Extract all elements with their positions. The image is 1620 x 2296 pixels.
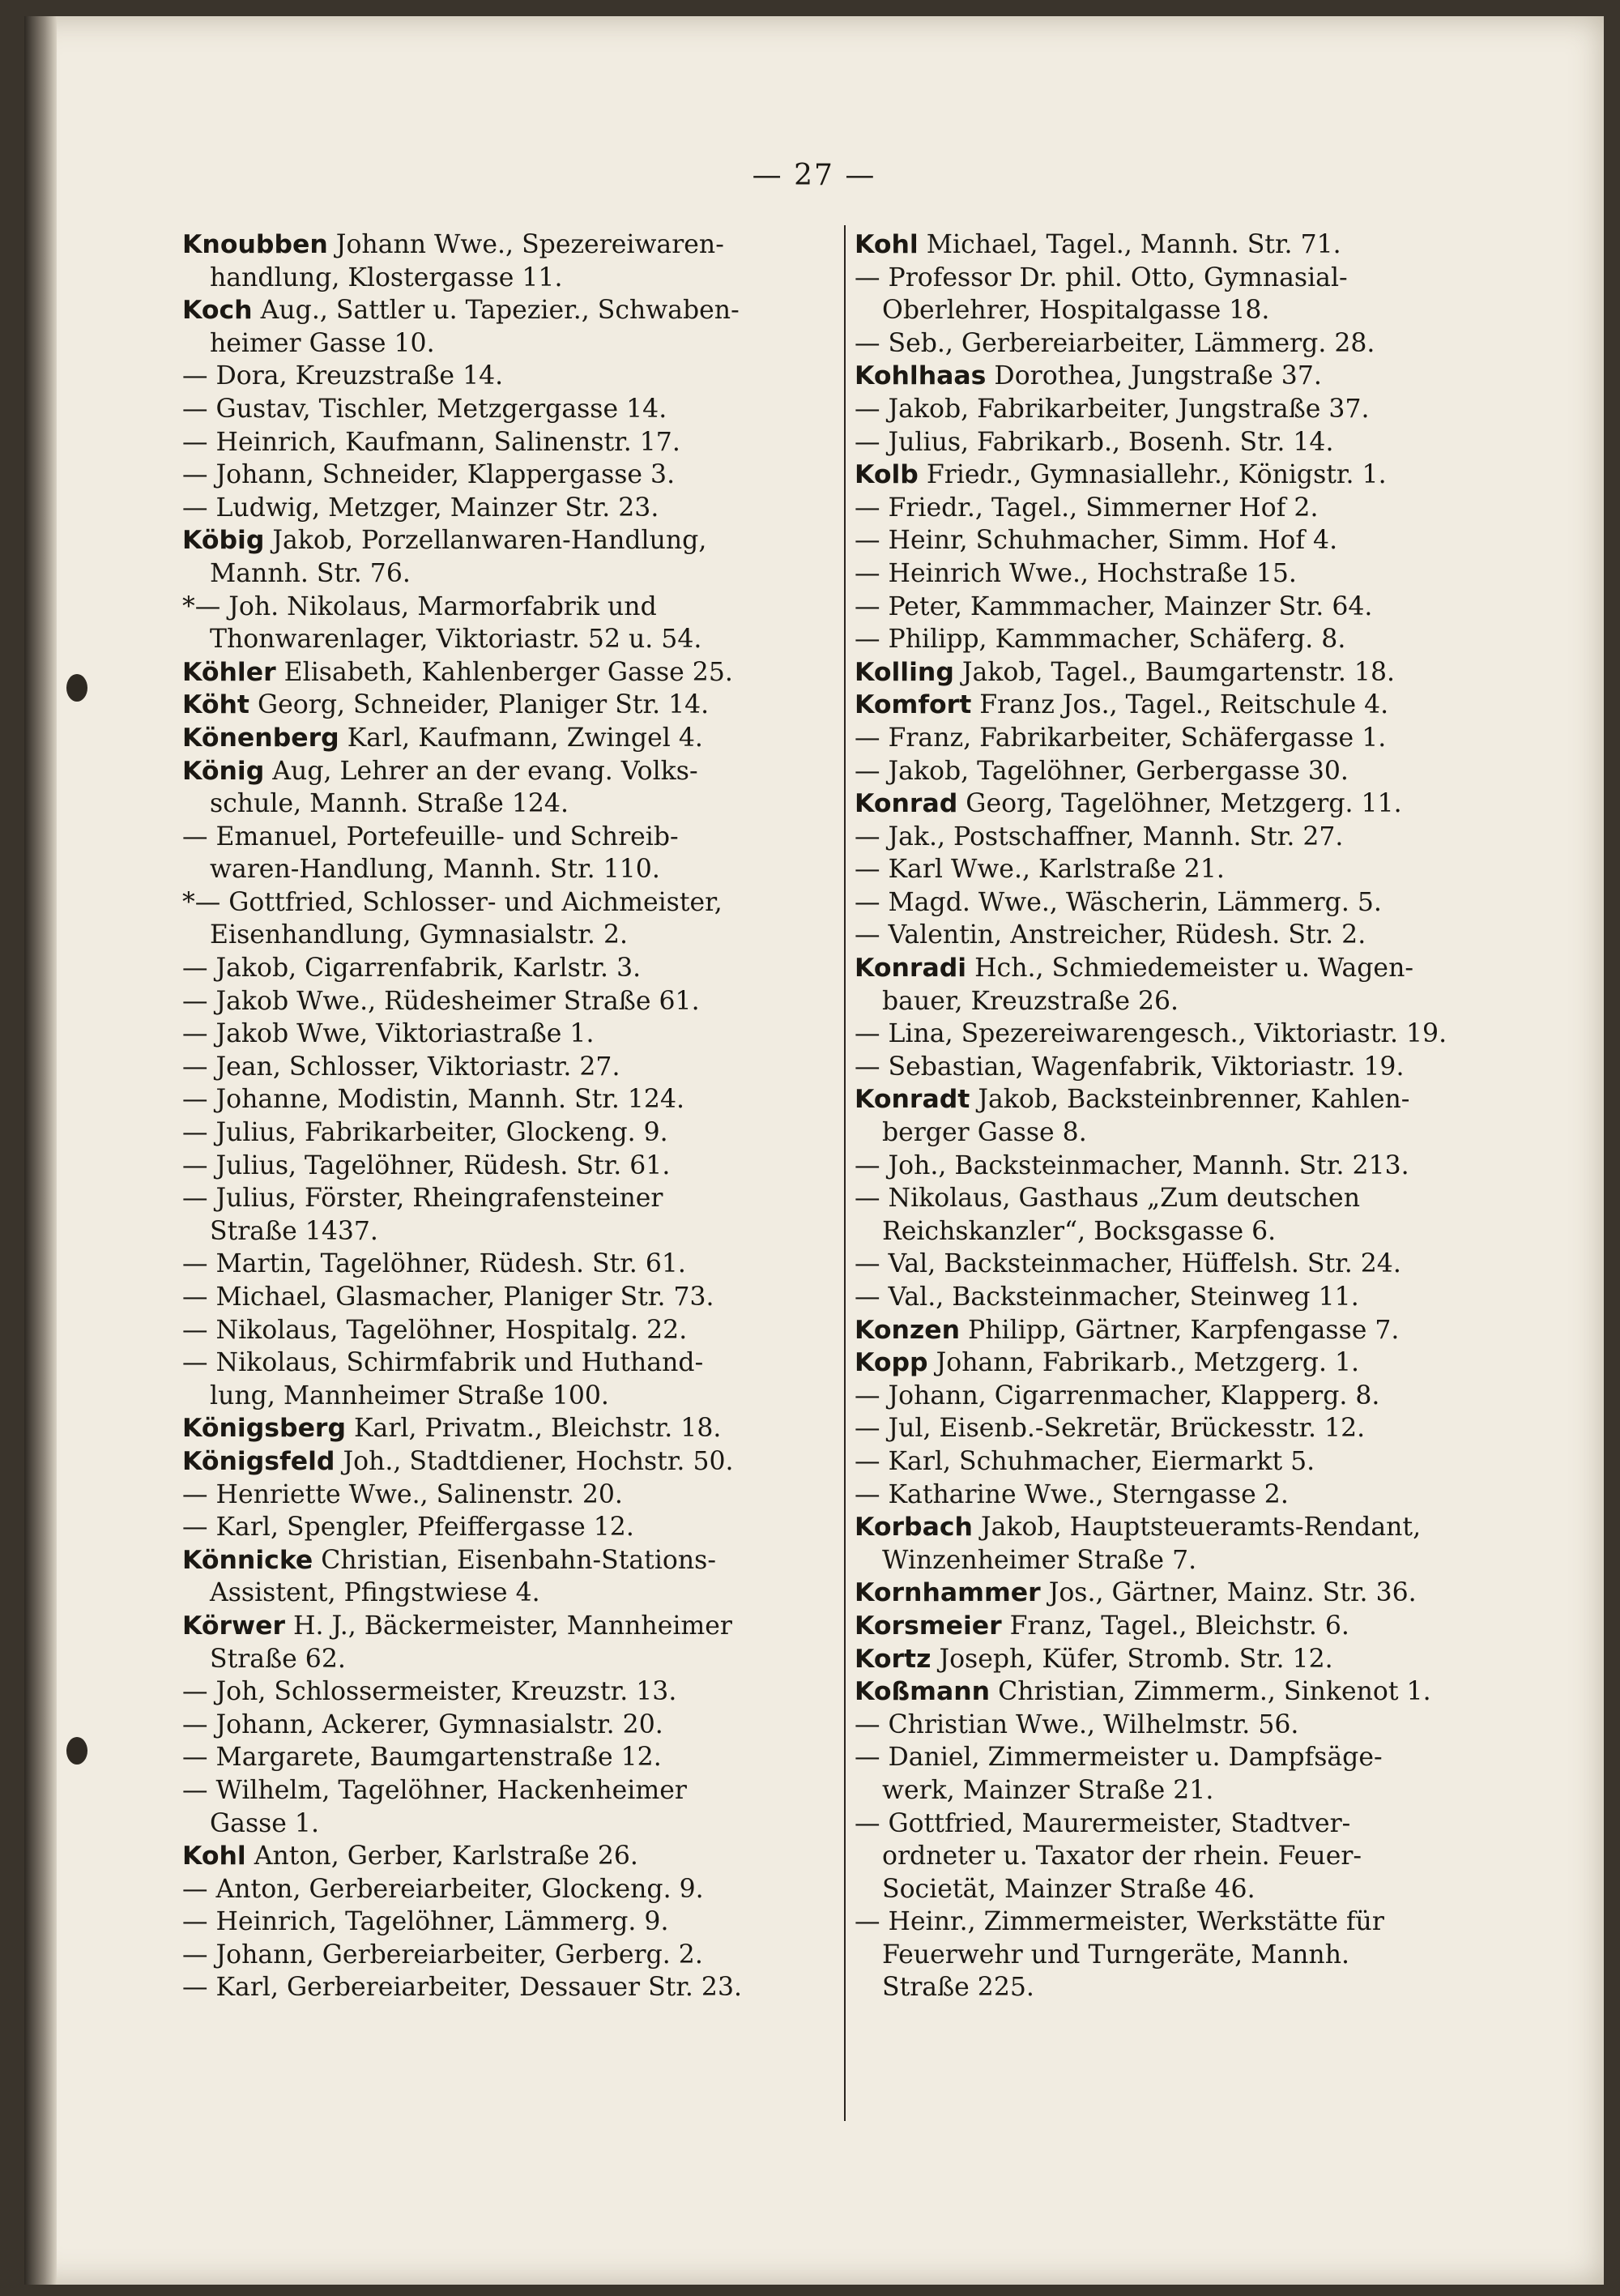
directory-subentry: [182, 821, 830, 854]
entry-text: Feuerwehr und Turngeräte, Mannh.: [882, 1940, 1349, 1970]
book-spine: [24, 16, 57, 2285]
surname: Körwer: [182, 1611, 286, 1641]
directory-subentry: [182, 1971, 830, 2004]
directory-subentry: [855, 919, 1494, 952]
directory-subentry: [182, 1741, 830, 1774]
entry-text: Dorothea, Jungstraße 37.: [986, 361, 1322, 391]
entry-text: Karl, Privatm., Bleichstr. 18.: [346, 1414, 722, 1444]
directory-entry: [855, 656, 1494, 689]
surname: Kopp: [855, 1348, 928, 1378]
directory-subentry: [855, 557, 1494, 591]
directory-subentry: [855, 591, 1494, 624]
entry-text: — Martin, Tagelöhner, Rüdesh. Str. 61.: [182, 1249, 686, 1279]
surname: Könenberg: [182, 723, 339, 753]
surname: Kornhammer: [855, 1578, 1041, 1608]
entry-text: — Magd. Wwe., Wäscherin, Lämmerg. 5.: [855, 887, 1382, 917]
entry-continuation: [182, 557, 830, 591]
surname: Kortz: [855, 1644, 932, 1674]
entry-text: — Heinr., Zimmermeister, Werkstätte für: [855, 1907, 1384, 1937]
entry-text: — Julius, Förster, Rheingrafensteiner: [182, 1184, 663, 1214]
entry-text: Christian, Zimmerm., Sinkenot 1.: [990, 1677, 1431, 1707]
directory-subentry: [855, 1182, 1494, 1215]
entry-text: Christian, Eisenbahn-Stations-: [313, 1545, 716, 1575]
entry-text: — Johanne, Modistin, Mannh. Str. 124.: [182, 1085, 685, 1115]
directory-entry: [855, 1346, 1494, 1380]
entry-text: Oberlehrer, Hospitalgasse 18.: [882, 296, 1270, 326]
surname: Köbig: [182, 526, 265, 556]
directory-entry: [182, 1610, 830, 1643]
directory-subentry: [855, 1479, 1494, 1512]
entry-continuation: [855, 1840, 1494, 1873]
directory-entry: [182, 1412, 830, 1445]
entry-continuation: [182, 1577, 830, 1610]
entry-text: — Nikolaus, Schirmfabrik und Huthand-: [182, 1348, 704, 1378]
directory-subentry: [855, 886, 1494, 920]
entry-text: — Karl, Spengler, Pfeiffergasse 12.: [182, 1513, 634, 1543]
directory-subentry: [855, 722, 1494, 755]
directory-subentry: [855, 1412, 1494, 1445]
directory-subentry: [855, 755, 1494, 788]
directory-entry: [855, 1610, 1494, 1643]
directory-subentry: [182, 1709, 830, 1742]
directory-entry: [182, 1544, 830, 1577]
entry-text: — Jul, Eisenb.-Sekretär, Brückesstr. 12.: [855, 1414, 1366, 1444]
page-number: — 27 —: [752, 159, 876, 192]
directory-subentry: [182, 459, 830, 492]
entry-text: Societät, Mainzer Straße 46.: [882, 1874, 1256, 1904]
directory-entry: [855, 689, 1494, 722]
entry-continuation: [182, 787, 830, 821]
entry-text: — Peter, Kammmacher, Mainzer Str. 64.: [855, 591, 1373, 621]
directory-entry: [855, 1643, 1494, 1676]
entry-text: Elisabeth, Kahlenberger Gasse 25.: [275, 657, 733, 687]
directory-subentry: [182, 1018, 830, 1051]
surname: Konzen: [855, 1315, 961, 1345]
directory-subentry: [182, 1150, 830, 1183]
entry-text: — Ludwig, Metzger, Mainzer Str. 23.: [182, 493, 659, 523]
entry-text: Philipp, Gärtner, Karpfengasse 7.: [960, 1315, 1400, 1345]
entry-continuation: [182, 1380, 830, 1413]
entry-text: — Johann, Schneider, Klappergasse 3.: [182, 460, 676, 490]
entry-text: Gasse 1.: [210, 1808, 319, 1838]
entry-text: — Daniel, Zimmermeister u. Dampfsäge-: [855, 1743, 1383, 1773]
entry-text: — Seb., Gerbereiarbeiter, Lämmerg. 28.: [855, 328, 1375, 358]
directory-entry: [855, 459, 1494, 492]
entry-text: — Jakob, Tagelöhner, Gerbergasse 30.: [855, 756, 1349, 786]
directory-subentry: [855, 821, 1494, 854]
entry-text: heimer Gasse 10.: [210, 328, 435, 358]
directory-page: [24, 16, 1604, 2285]
entry-text: Franz Jos., Tagel., Reitschule 4.: [971, 690, 1389, 720]
entry-text: — Karl, Gerbereiarbeiter, Dessauer Str. 23.: [182, 1973, 743, 2003]
entry-text: — Val, Backsteinmacher, Hüffelsh. Str. 24.: [855, 1249, 1401, 1279]
entry-text: Joh., Stadtdiener, Hochstr. 50.: [335, 1446, 734, 1476]
entry-continuation: [182, 262, 830, 295]
entry-text: H. J., Bäckermeister, Mannheimer: [285, 1611, 732, 1641]
entry-text: berger Gasse 8.: [882, 1118, 1087, 1148]
entry-continuation: [855, 294, 1494, 327]
directory-subentry: [855, 1906, 1494, 1939]
entry-continuation: [855, 1873, 1494, 1906]
directory-subentry: [855, 1445, 1494, 1479]
entry-text: Karl, Kaufmann, Zwingel 4.: [339, 723, 703, 753]
directory-entry: [182, 722, 830, 755]
entry-text: Georg, Schneider, Planiger Str. 14.: [249, 690, 710, 720]
surname: König: [182, 756, 265, 786]
directory-subentry: [182, 1873, 830, 1906]
binding-hole: [66, 674, 87, 702]
entry-continuation: [855, 1971, 1494, 2004]
surname: Kolling: [855, 657, 954, 687]
entry-text: — Margarete, Baumgartenstraße 12.: [182, 1743, 662, 1773]
entry-continuation: [182, 327, 830, 361]
surname: Kohl: [855, 230, 919, 259]
directory-subentry: [182, 1675, 830, 1709]
entry-continuation: [182, 853, 830, 886]
directory-subentry: [855, 262, 1494, 295]
directory-entry: [855, 787, 1494, 821]
directory-subentry: [855, 426, 1494, 459]
entry-text: Jakob, Porzellanwaren-Handlung,: [264, 526, 707, 556]
entry-text: — Nikolaus, Tagelöhner, Hospitalg. 22.: [182, 1315, 688, 1345]
entry-text: handlung, Klostergasse 11.: [210, 262, 563, 292]
directory-subentry: [855, 524, 1494, 557]
directory-subentry: [855, 1150, 1494, 1183]
entry-text: Thonwarenlager, Viktoriastr. 52 u. 54.: [210, 625, 702, 655]
entry-text: werk, Mainzer Straße 21.: [882, 1775, 1214, 1805]
directory-subentry: [182, 1083, 830, 1116]
entry-text: — Heinrich, Kaufmann, Salinenstr. 17.: [182, 427, 680, 457]
entry-text: ordneter u. Taxator der rhein. Feuer-: [882, 1841, 1362, 1871]
directory-entry: [182, 656, 830, 689]
surname: Knoubben: [182, 230, 328, 259]
surname: Kohlhaas: [855, 361, 987, 391]
entry-continuation: [855, 1215, 1494, 1248]
entry-text: — Julius, Fabrikarb., Bosenh. Str. 14.: [855, 427, 1334, 457]
directory-subentry: [182, 1906, 830, 1939]
entry-text: Johann Wwe., Spezereiwaren-: [327, 230, 724, 259]
surname: Komfort: [855, 690, 972, 720]
entry-text: — Heinr, Schuhmacher, Simm. Hof 4.: [855, 526, 1338, 556]
entry-text: Aug, Lehrer an der evang. Volks-: [264, 756, 698, 786]
entry-text: — Katharine Wwe., Sterngasse 2.: [855, 1479, 1289, 1509]
directory-subentry: [182, 1511, 830, 1544]
directory-subentry: [855, 492, 1494, 525]
column-divider: [844, 225, 846, 2121]
entry-text: Hch., Schmiedemeister u. Wagen-: [966, 954, 1414, 984]
directory-subentry: [182, 492, 830, 525]
entry-text: *— Joh. Nikolaus, Marmorfabrik und: [182, 591, 657, 621]
left-column: [182, 228, 830, 2004]
directory-entry: [182, 755, 830, 788]
directory-entry: [182, 689, 830, 722]
directory-subentry: [182, 1314, 830, 1347]
entry-text: — Jak., Postschaffner, Mannh. Str. 27.: [855, 822, 1344, 851]
entry-text: Straße 225.: [882, 1973, 1034, 2003]
entry-text: — Jakob Wwe, Viktoriastraße 1.: [182, 1019, 595, 1049]
directory-subentry: [182, 393, 830, 426]
directory-entry: [182, 524, 830, 557]
entry-text: — Professor Dr. phil. Otto, Gymnasial-: [855, 262, 1348, 292]
entry-text: Eisenhandlung, Gymnasialstr. 2.: [210, 920, 629, 950]
directory-subentry: [855, 1248, 1494, 1281]
entry-text: — Anton, Gerbereiarbeiter, Glockeng. 9.: [182, 1874, 704, 1904]
surname: Konradi: [855, 954, 967, 984]
entry-continuation: [182, 1215, 830, 1248]
entry-text: Friedr., Gymnasiallehr., Königstr. 1.: [918, 460, 1387, 490]
directory-entry: [855, 1083, 1494, 1116]
entry-text: — Julius, Tagelöhner, Rüdesh. Str. 61.: [182, 1150, 671, 1180]
directory-subentry: [182, 1479, 830, 1512]
surname: Koch: [182, 296, 253, 326]
entry-text: — Joh, Schlossermeister, Kreuzstr. 13.: [182, 1677, 677, 1707]
entry-text: — Henriette Wwe., Salinenstr. 20.: [182, 1479, 623, 1509]
directory-subentry: [182, 1182, 830, 1215]
surname: Könnicke: [182, 1545, 313, 1575]
entry-text: *— Gottfried, Schlosser- und Aichmeister,: [182, 887, 723, 917]
directory-subentry: [855, 1281, 1494, 1314]
entry-continuation: [182, 1807, 830, 1841]
entry-continuation: [182, 1643, 830, 1676]
entry-continuation: [855, 985, 1494, 1018]
directory-subentry: [855, 623, 1494, 656]
directory-entry: [182, 294, 830, 327]
directory-subentry: [182, 952, 830, 985]
entry-text: — Gottfried, Maurermeister, Stadtver-: [855, 1808, 1351, 1838]
entry-continuation: [182, 919, 830, 952]
directory-subentry: [855, 1380, 1494, 1413]
surname: Konrad: [855, 789, 958, 819]
directory-subentry: [182, 1116, 830, 1150]
surname: Königsberg: [182, 1414, 347, 1444]
entry-text: — Karl, Schuhmacher, Eiermarkt 5.: [855, 1446, 1315, 1476]
entry-text: — Lina, Spezereiwarengesch., Viktoriastr. 19.: [855, 1019, 1447, 1049]
entry-text: — Friedr., Tagel., Simmerner Hof 2.: [855, 493, 1319, 523]
directory-subentry: [182, 1939, 830, 1972]
entry-text: — Julius, Fabrikarbeiter, Glockeng. 9.: [182, 1118, 668, 1148]
entry-text: waren-Handlung, Mannh. Str. 110.: [210, 855, 660, 885]
entry-text: — Heinrich, Tagelöhner, Lämmerg. 9.: [182, 1907, 669, 1937]
directory-entry: [855, 1511, 1494, 1544]
entry-continuation: [182, 623, 830, 656]
entry-text: Joseph, Küfer, Stromb. Str. 12.: [931, 1644, 1333, 1674]
directory-subentry: [855, 1807, 1494, 1841]
directory-subentry: [182, 1346, 830, 1380]
entry-text: Jakob, Hauptsteueramts-Rendant,: [972, 1513, 1422, 1543]
entry-text: Reichskanzler“, Bocksgasse 6.: [882, 1216, 1277, 1246]
directory-entry: [855, 1577, 1494, 1610]
entry-text: — Johann, Cigarrenmacher, Klapperg. 8.: [855, 1381, 1380, 1410]
directory-subentry: [182, 426, 830, 459]
entry-text: — Christian Wwe., Wilhelmstr. 56.: [855, 1709, 1299, 1739]
entry-text: Aug., Sattler u. Tapezier., Schwaben-: [252, 296, 740, 326]
entry-text: — Philipp, Kammmacher, Schäferg. 8.: [855, 625, 1346, 655]
directory-subentry: [855, 1741, 1494, 1774]
directory-subentry: [855, 327, 1494, 361]
directory-subentry: [182, 1051, 830, 1084]
entry-continuation: [855, 1939, 1494, 1972]
directory-subentry: [182, 1248, 830, 1281]
entry-text: schule, Mannh. Straße 124.: [210, 789, 569, 819]
entry-text: — Gustav, Tischler, Metzgergasse 14.: [182, 394, 667, 424]
entry-continuation: [855, 1116, 1494, 1150]
entry-text: Jakob, Backsteinbrenner, Kahlen-: [970, 1085, 1410, 1115]
entry-text: Anton, Gerber, Karlstraße 26.: [245, 1841, 638, 1871]
entry-text: — Nikolaus, Gasthaus „Zum deutschen: [855, 1184, 1360, 1214]
entry-text: — Valentin, Anstreicher, Rüdesh. Str. 2.: [855, 920, 1366, 950]
directory-entry: [855, 360, 1494, 393]
entry-text: Winzenheimer Straße 7.: [882, 1545, 1197, 1575]
entry-text: bauer, Kreuzstraße 26.: [882, 986, 1179, 1016]
entry-text: — Johann, Gerbereiarbeiter, Gerberg. 2.: [182, 1940, 703, 1970]
directory-subentry: [855, 1709, 1494, 1742]
directory-subentry: [855, 393, 1494, 426]
entry-text: — Wilhelm, Tagelöhner, Hackenheimer: [182, 1775, 687, 1805]
entry-text: — Jean, Schlosser, Viktoriastr. 27.: [182, 1052, 620, 1082]
directory-entry: [182, 1840, 830, 1873]
surname: Köht: [182, 690, 249, 720]
directory-entry: [855, 1675, 1494, 1709]
directory-subentry: [182, 886, 830, 920]
directory-subentry: [182, 591, 830, 624]
directory-entry: [182, 228, 830, 262]
directory-entry: [855, 952, 1494, 985]
surname: Korbach: [855, 1513, 973, 1543]
entry-text: — Franz, Fabrikarbeiter, Schäfergasse 1.: [855, 723, 1387, 753]
entry-text: Assistent, Pfingstwiese 4.: [210, 1578, 540, 1608]
entry-text: Straße 62.: [210, 1644, 346, 1674]
entry-text: Georg, Tagelöhner, Metzgerg. 11.: [957, 789, 1402, 819]
entry-continuation: [855, 1544, 1494, 1577]
entry-text: Straße 1437.: [210, 1216, 378, 1246]
entry-text: — Jakob, Cigarrenfabrik, Karlstr. 3.: [182, 954, 642, 984]
surname: Kolb: [855, 460, 919, 490]
entry-text: Jakob, Tagel., Baumgartenstr. 18.: [953, 657, 1396, 687]
entry-text: — Sebastian, Wagenfabrik, Viktoriastr. 19.: [855, 1052, 1405, 1082]
entry-text: — Val., Backsteinmacher, Steinweg 11.: [855, 1282, 1359, 1312]
entry-text: — Johann, Ackerer, Gymnasialstr. 20.: [182, 1709, 663, 1739]
directory-subentry: [182, 1281, 830, 1314]
entry-text: — Michael, Glasmacher, Planiger Str. 73.: [182, 1282, 714, 1312]
entry-text: — Karl Wwe., Karlstraße 21.: [855, 855, 1225, 885]
entry-text: — Jakob Wwe., Rüdesheimer Straße 61.: [182, 986, 700, 1016]
surname: Köhler: [182, 657, 276, 687]
entry-text: — Dora, Kreuzstraße 14.: [182, 361, 504, 391]
entry-text: — Jakob, Fabrikarbeiter, Jungstraße 37.: [855, 394, 1370, 424]
directory-subentry: [182, 985, 830, 1018]
directory-entry: [182, 1445, 830, 1479]
entry-text: Jos., Gärtner, Mainz. Str. 36.: [1040, 1578, 1417, 1608]
directory-entry: [855, 1314, 1494, 1347]
surname: Konradt: [855, 1085, 970, 1115]
directory-subentry: [855, 1018, 1494, 1051]
entry-text: lung, Mannheimer Straße 100.: [210, 1381, 609, 1410]
right-column: [855, 228, 1494, 2004]
entry-text: Mannh. Str. 76.: [210, 558, 411, 588]
entry-text: Johann, Fabrikarb., Metzgerg. 1.: [927, 1348, 1360, 1378]
entry-text: — Emanuel, Portefeuille- und Schreib-: [182, 822, 679, 851]
surname: Königsfeld: [182, 1446, 335, 1476]
binding-hole: [66, 1737, 87, 1765]
directory-entry: [855, 228, 1494, 262]
entry-text: — Heinrich Wwe., Hochstraße 15.: [855, 558, 1297, 588]
surname: Kohl: [182, 1841, 246, 1871]
surname: Koßmann: [855, 1677, 991, 1707]
directory-subentry: [182, 360, 830, 393]
entry-text: Franz, Tagel., Bleichstr. 6.: [1001, 1611, 1349, 1641]
surname: Korsmeier: [855, 1611, 1002, 1641]
directory-subentry: [855, 1051, 1494, 1084]
entry-text: Michael, Tagel., Mannh. Str. 71.: [918, 230, 1341, 259]
directory-subentry: [182, 1774, 830, 1807]
directory-subentry: [855, 853, 1494, 886]
entry-text: — Joh., Backsteinmacher, Mannh. Str. 213.: [855, 1150, 1409, 1180]
entry-continuation: [855, 1774, 1494, 1807]
